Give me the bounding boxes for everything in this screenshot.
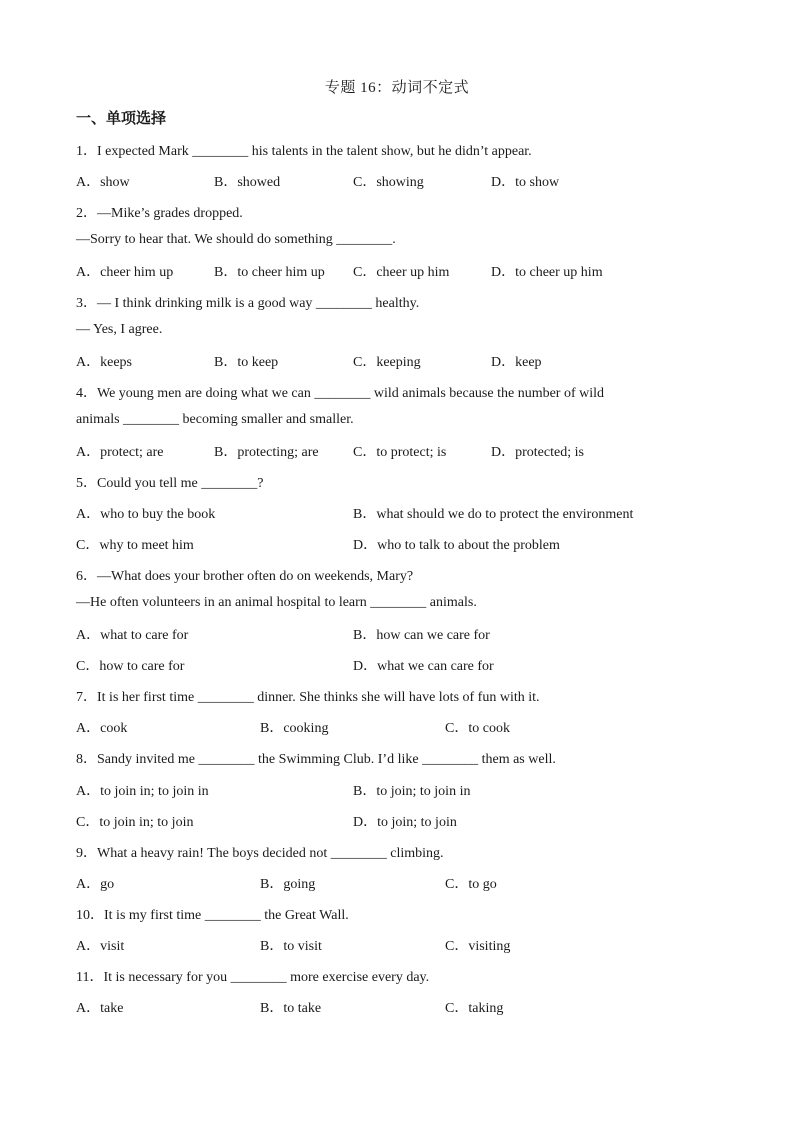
answer-option: C．to join in; to join <box>76 815 194 830</box>
question-text: 8．Sandy invited me ________ the Swimming Club. I’d like ________ them as well. <box>76 752 556 767</box>
answer-option: B．how can we care for <box>353 628 490 643</box>
question-text: 2．—Mike’s grades dropped. <box>76 206 243 221</box>
answer-option: C．to go <box>445 877 497 892</box>
question-text: 7．It is her first time ________ dinner. She thinks she will have lots of fun with it. <box>76 690 540 705</box>
answer-option: D．what we can care for <box>353 659 494 674</box>
answer-option: A．take <box>76 1001 124 1016</box>
answer-option: A．who to buy the book <box>76 507 216 522</box>
answer-option: D．who to talk to about the problem <box>353 538 560 553</box>
question-text: 10．It is my first time ________ the Great Wall. <box>76 908 349 923</box>
answer-option: A．keeps <box>76 355 132 370</box>
question-text: animals ________ becoming smaller and smaller. <box>76 412 354 427</box>
question-text: — Yes, I agree. <box>76 322 163 337</box>
answer-option: B．to visit <box>260 939 322 954</box>
answer-option: B．cooking <box>260 721 329 736</box>
answer-option: B．to keep <box>214 355 279 370</box>
answer-option: C．showing <box>353 175 424 190</box>
answer-option: C．keeping <box>353 355 421 370</box>
answer-option: A．cook <box>76 721 128 736</box>
question-text: 1．I expected Mark ________ his talents in the talent show, but he didn’t appear. <box>76 144 532 159</box>
answer-option: A．visit <box>76 939 125 954</box>
question-text: —Sorry to hear that. We should do something ________. <box>76 232 396 247</box>
answer-option: B．to take <box>260 1001 322 1016</box>
answer-option: C．cheer up him <box>353 265 450 280</box>
answer-option: C．how to care for <box>76 659 185 674</box>
page-title: 专题 16：动词不定式 <box>324 80 470 96</box>
answer-option: A．protect; are <box>76 445 164 460</box>
section-heading: 一、单项选择 <box>76 109 167 127</box>
answer-option: D．keep <box>491 355 542 370</box>
question-text: 3．— I think drinking milk is a good way ________ healthy. <box>76 296 420 311</box>
answer-option: C．to cook <box>445 721 510 736</box>
answer-option: D．to cheer up him <box>491 265 603 280</box>
question-text: 5．Could you tell me ________? <box>76 476 264 491</box>
answer-option: B．protecting; are <box>214 445 319 460</box>
answer-option: C．to protect; is <box>353 445 447 460</box>
question-text: 6．—What does your brother often do on weekends, Mary? <box>76 569 414 584</box>
answer-option: C．taking <box>445 1001 504 1016</box>
answer-option: A．show <box>76 175 130 190</box>
question-text: 4．We young men are doing what we can ________ wild animals because the number of wild <box>76 386 605 401</box>
answer-option: B．going <box>260 877 316 892</box>
answer-option: D．protected; is <box>491 445 584 460</box>
answer-option: B．to cheer him up <box>214 265 325 280</box>
answer-option: C．visiting <box>445 939 511 954</box>
answer-option: B．showed <box>214 175 281 190</box>
question-text: 11．It is necessary for you ________ more exercise every day. <box>76 970 430 985</box>
answer-option: A．to join in; to join in <box>76 784 209 799</box>
question-text: 9．What a heavy rain! The boys decided not ________ climbing. <box>76 846 444 861</box>
answer-option: B．what should we do to protect the environment <box>353 507 634 522</box>
question-text: —He often volunteers in an animal hospital to learn ________ animals. <box>76 595 477 610</box>
answer-option: A．go <box>76 877 115 892</box>
answer-option: C．why to meet him <box>76 538 194 553</box>
answer-option: A．what to care for <box>76 628 189 643</box>
answer-option: B．to join; to join in <box>353 784 471 799</box>
answer-option: D．to show <box>491 175 560 190</box>
answer-option: A．cheer him up <box>76 265 174 280</box>
answer-option: D．to join; to join <box>353 815 457 830</box>
